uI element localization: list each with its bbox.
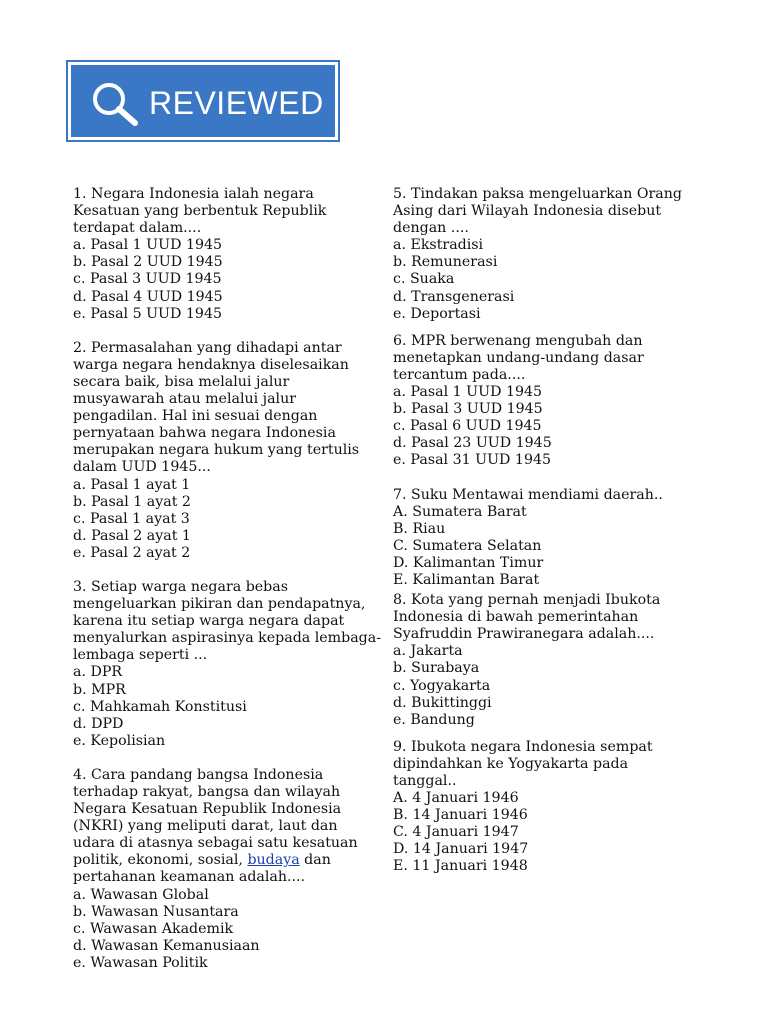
option: B. Riau — [393, 520, 446, 537]
option: e. Deportasi — [393, 305, 481, 322]
option: a. Jakarta — [393, 643, 463, 660]
question-6 — [393, 333, 693, 470]
option: B. 14 Januari 1946 — [393, 807, 528, 824]
option: a. Pasal 1 UUD 1945 — [73, 237, 223, 254]
option: C. Sumatera Selatan — [393, 537, 542, 554]
option: d. Pasal 4 UUD 1945 — [73, 288, 223, 305]
question-text — [73, 767, 383, 887]
option: e. Pasal 5 UUD 1945 — [73, 305, 223, 322]
option: e. Pasal 31 UUD 1945 — [393, 452, 552, 469]
question-text-after: dan pertahanan keamanan adalah.... — [73, 852, 331, 886]
option: a. Pasal 1 UUD 1945 — [393, 384, 543, 401]
option: b. MPR — [73, 681, 126, 698]
question-7 — [393, 487, 693, 590]
option: d. Bukittinggi — [393, 694, 492, 711]
option: e. Kepolisian — [73, 732, 166, 749]
option: b. Pasal 2 UUD 1945 — [73, 254, 223, 271]
question-4 — [73, 767, 383, 972]
option: c. Yogyakarta — [393, 677, 491, 694]
option: b. Surabaya — [393, 660, 480, 677]
question-text: 6. MPR berwenang mengubah dan menetapkan undang-undang dasar tercantum pada.... — [393, 332, 644, 383]
question-text: 3. Setiap warga negara bebas mengeluarkan pikiran dan pendapatnya, karena itu setiap warga negara dapat menyalurkan aspirasinya kepada lembaga-lembaga seperti ... — [73, 578, 382, 664]
question-text: 2. Permasalahan yang dihadapi antar warga negara hendaknya diselesaikan secara baik, bisa melalui jalur musyawarah atau melalui jalur pengadilan. Hal ini sesuai dengan pernyataan bahwa negara Indonesia merupakan negara hukum yang tertulis dalam UUD 1945... — [73, 339, 360, 476]
option: c. Pasal 1 ayat 3 — [73, 510, 190, 527]
question-text: 1. Negara Indonesia ialah negara Kesatuan yang berbentuk Republik terdapat dalam.... — [73, 186, 327, 237]
budaya-link[interactable]: budaya — [247, 852, 300, 869]
option: d. Transgenerasi — [393, 288, 515, 305]
option: c. Pasal 6 UUD 1945 — [393, 418, 542, 435]
question-8 — [393, 592, 693, 729]
option: b. Pasal 1 ayat 2 — [73, 493, 191, 510]
stamp-label: REVIEWED — [149, 85, 324, 121]
question-2 — [73, 340, 383, 562]
question-text: 5. Tindakan paksa mengeluarkan Orang Asing dari Wilayah Indonesia disebut dengan .... — [393, 186, 682, 237]
question-1 — [73, 186, 383, 323]
option: a. DPR — [73, 664, 123, 681]
option: a. Wawasan Global — [73, 886, 209, 903]
option: e. Wawasan Politik — [73, 954, 208, 971]
option: e. Pasal 2 ayat 2 — [73, 544, 191, 561]
option: a. Pasal 1 ayat 1 — [73, 476, 191, 493]
option: d. Pasal 23 UUD 1945 — [393, 435, 552, 452]
question-text: 9. Ibukota negara Indonesia sempat dipindahkan ke Yogyakarta pada tanggal.. — [393, 738, 653, 789]
option: e. Bandung — [393, 711, 475, 728]
option: E. 11 Januari 1948 — [393, 858, 528, 875]
right-column — [393, 186, 693, 893]
option: b. Wawasan Nusantara — [73, 903, 239, 920]
option: C. 4 Januari 1947 — [393, 824, 519, 841]
question-text-before: 4. Cara pandang bangsa Indonesia terhadap rakyat, bangsa dan wilayah Negara Kesatuan Republik Indonesia (NKRI) yang meliputi darat, laut dan udara di atasnya sebagai satu kesatuan politik, ekonomi, sosial, — [73, 766, 358, 869]
question-text: 7. Suku Mentawai mendiami daerah.. — [393, 486, 663, 503]
question-text: 8. Kota yang pernah menjadi Ibukota Indonesia di bawah pemerintahan Syafruddin Prawiranegara adalah.... — [393, 592, 661, 643]
option: D. Kalimantan Timur — [393, 554, 544, 571]
option: a. Ekstradisi — [393, 237, 484, 254]
option: c. Mahkamah Konstitusi — [73, 698, 247, 715]
option: A. Sumatera Barat — [393, 503, 527, 520]
option: c. Suaka — [393, 271, 455, 288]
left-column — [73, 186, 383, 989]
question-9 — [393, 739, 693, 876]
option: c. Pasal 3 UUD 1945 — [73, 271, 222, 288]
option: d. Wawasan Kemanusiaan — [73, 937, 260, 954]
option: A. 4 Januari 1946 — [393, 790, 519, 807]
option: D. 14 Januari 1947 — [393, 841, 529, 858]
option: d. Pasal 2 ayat 1 — [73, 527, 191, 544]
option: c. Wawasan Akademik — [73, 920, 234, 937]
question-3 — [73, 579, 383, 750]
option: E. Kalimantan Barat — [393, 571, 540, 588]
option: d. DPD — [73, 715, 124, 732]
option: b. Pasal 3 UUD 1945 — [393, 401, 543, 418]
question-5 — [393, 186, 693, 323]
reviewed-stamp — [68, 62, 338, 140]
option: b. Remunerasi — [393, 254, 498, 271]
magnifier-icon — [89, 79, 141, 127]
